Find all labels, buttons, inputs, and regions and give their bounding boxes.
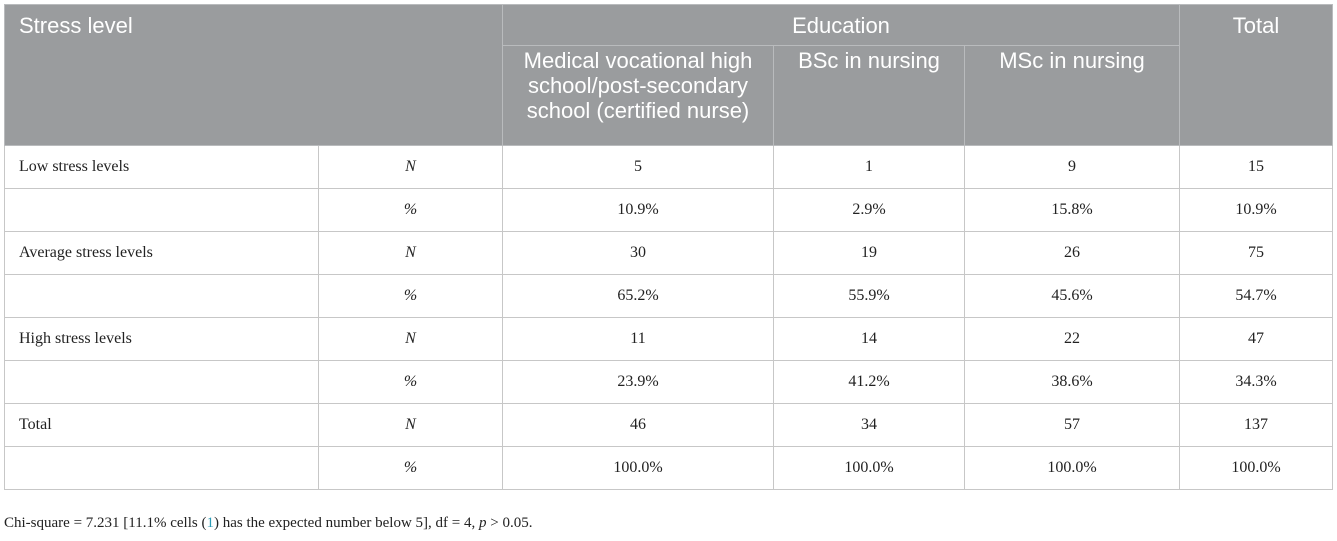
row-label: Low stress levels — [5, 146, 319, 189]
table-cell: 34.3% — [1180, 361, 1333, 404]
table-cell: 15.8% — [965, 189, 1180, 232]
row-stat: N — [319, 232, 503, 275]
table-cell: 47 — [1180, 318, 1333, 361]
footnote-text-1: Chi-square = 7.231 [11.1% cells ( — [4, 515, 207, 531]
table-cell: 10.9% — [503, 189, 774, 232]
table-header — [5, 5, 1333, 146]
row-stat: N — [319, 318, 503, 361]
table-row — [5, 318, 1333, 361]
table-row — [5, 275, 1333, 318]
table-cell: 30 — [503, 232, 774, 275]
row-stat: % — [319, 189, 503, 232]
row-stat: % — [319, 275, 503, 318]
table-cell: 75 — [1180, 232, 1333, 275]
table-cell: 22 — [965, 318, 1180, 361]
table-cell: 54.7% — [1180, 275, 1333, 318]
table-cell: 100.0% — [774, 447, 965, 490]
table-footnote — [4, 515, 532, 532]
row-label: Total — [5, 404, 319, 447]
table-cell: 15 — [1180, 146, 1333, 189]
table-cell: 14 — [774, 318, 965, 361]
table-row — [5, 361, 1333, 404]
table-cell: 10.9% — [1180, 189, 1333, 232]
row-stat: % — [319, 447, 503, 490]
table-cell: 100.0% — [965, 447, 1180, 490]
stress-education-table — [4, 4, 1333, 490]
header-col-msc: MSc in nursing — [965, 46, 1180, 146]
table-cell: 55.9% — [774, 275, 965, 318]
table-container — [4, 4, 1332, 490]
row-label — [5, 447, 319, 490]
row-label — [5, 189, 319, 232]
table-cell: 57 — [965, 404, 1180, 447]
table-cell: 100.0% — [1180, 447, 1333, 490]
footnote-ref-link[interactable]: 1 — [206, 515, 214, 531]
table-cell: 19 — [774, 232, 965, 275]
table-cell: 100.0% — [503, 447, 774, 490]
table-cell: 5 — [503, 146, 774, 189]
table-cell: 9 — [965, 146, 1180, 189]
table-cell: 41.2% — [774, 361, 965, 404]
header-col-bsc: BSc in nursing — [774, 46, 965, 146]
footnote-text-2: ) has the expected number below 5], df = 4, — [213, 515, 479, 531]
table-row — [5, 404, 1333, 447]
header-education: Education — [503, 5, 1180, 46]
header-total: Total — [1180, 5, 1333, 146]
table-body — [5, 146, 1333, 490]
row-stat: % — [319, 361, 503, 404]
table-cell: 2.9% — [774, 189, 965, 232]
table-cell: 11 — [503, 318, 774, 361]
row-stat: N — [319, 404, 503, 447]
row-label: Average stress levels — [5, 232, 319, 275]
table-cell: 23.9% — [503, 361, 774, 404]
row-stat: N — [319, 146, 503, 189]
table-cell: 38.6% — [965, 361, 1180, 404]
table-cell: 65.2% — [503, 275, 774, 318]
footnote-text-3: > 0.05. — [486, 515, 533, 531]
row-label — [5, 275, 319, 318]
row-label — [5, 361, 319, 404]
footnote-p-symbol: p — [479, 515, 487, 531]
row-label: High stress levels — [5, 318, 319, 361]
table-cell: 46 — [503, 404, 774, 447]
table-cell: 137 — [1180, 404, 1333, 447]
header-stress-level: Stress level — [5, 5, 503, 146]
table-cell: 45.6% — [965, 275, 1180, 318]
table-row — [5, 189, 1333, 232]
table-row — [5, 232, 1333, 275]
table-row — [5, 146, 1333, 189]
table-cell: 34 — [774, 404, 965, 447]
table-row — [5, 447, 1333, 490]
header-col-medical-vocational: Medical vocational high school/post-secondary school (certified nurse) — [503, 46, 774, 146]
table-cell: 26 — [965, 232, 1180, 275]
table-cell: 1 — [774, 146, 965, 189]
